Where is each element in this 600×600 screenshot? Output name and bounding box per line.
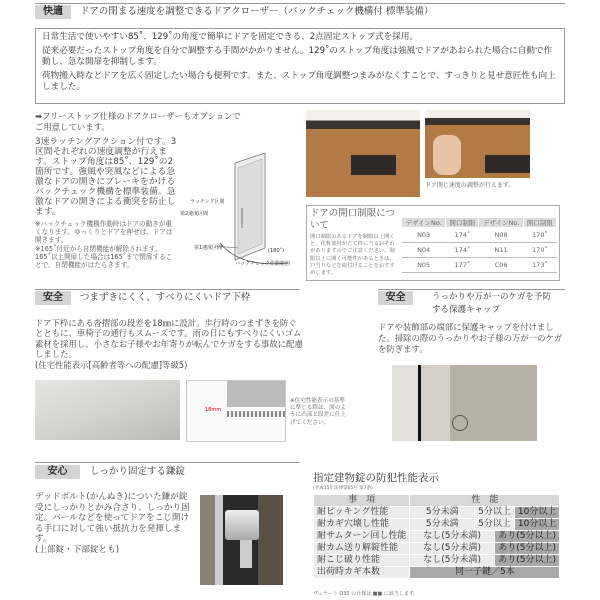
closer-notes: [35, 220, 177, 269]
cell: 177˚: [446, 258, 479, 273]
diagram-label: 第2速度区間: [180, 211, 209, 217]
opening-limit-table: [401, 217, 557, 273]
hook-lock-photo: [200, 495, 283, 585]
cell: N11: [479, 243, 523, 258]
security-performance-table: [313, 494, 560, 579]
divider: [35, 462, 300, 463]
note: ※165˚付近から自閉機能が解除されます。165˚以上開扉した場合は165˚まで閉扉することで、自閉機能がはたらきます。: [35, 244, 173, 270]
diagram-label: (180˚): [268, 248, 284, 254]
perf-title: 指定建物錠の防犯性能表示: [313, 472, 439, 484]
cell: 耐ピッキング性能: [314, 507, 410, 519]
closer-description: 3速ラッチングアクション付です。3区間それぞれの速度調整が行えます。ストップ角度は85˚、129˚の2箇所です。強風や突風などによる急激なドアの開きにブレーキをかけるバックチェック機構を標準装備。急激なドアの開きによる衝突を防止します。: [35, 137, 177, 217]
divider: [378, 289, 565, 290]
cell: あり(5分以上): [494, 531, 559, 543]
safety-title: つまずきにくく、すべりにくいドア下枠: [80, 292, 251, 303]
cell: 耐カム送り解錠性能: [314, 543, 410, 555]
security-title: しっかり固定する鎌錠: [90, 466, 186, 477]
cell: 5分以上: [475, 519, 515, 531]
cell: N03: [402, 228, 446, 243]
diagram-label: ラッチング区間: [190, 199, 225, 205]
cell: 耐こじ破り性能: [314, 555, 410, 567]
door-sill-photo: [35, 380, 180, 440]
table-row: [314, 507, 560, 519]
diagram-label: バックチェック作動範囲: [235, 261, 290, 267]
security-tag: 安心: [35, 465, 80, 479]
opening-limit-box: [306, 205, 560, 281]
comfort-title: ドアの閉まる速度を調整できるドアクローザー（バックチェック機構付 標準装備）: [80, 6, 434, 17]
sill-description: ドア下枠にある沓摺部の段差を18㎜に設計。歩行時のつまずきを防ぐとともに、車椅子の通行もスムーズです。雨の日にもすべりにくいゴム素材を採用し、小さなお子様やお年寄りが転んでケガをする事故に配慮しました。: [35, 318, 303, 360]
feature-text: 従来必要だったストップ角度を自分で調整する手間がかかりません。129˚のストップ角度は強風でドアがあおられた場合に自動で作動し、急な開扉を抑制します。: [42, 46, 553, 67]
cell: 10分以上: [514, 507, 559, 519]
perf-footnote: ヴェナート D30 の仕様は ■■ に該当します。: [313, 591, 419, 597]
sill-text-column: [35, 318, 303, 370]
cell: 耐サムターン回し性能: [314, 531, 410, 543]
sill-note: ※住宅性能表示の基準に準じる際は、図のように凸部と段差に仕上げてください。: [290, 398, 346, 426]
divider: [35, 289, 300, 290]
dimension-label: 18mm: [205, 407, 222, 413]
door-swing-diagram: [180, 148, 300, 268]
cell: 170˚: [523, 228, 556, 243]
cell: 5分以上: [475, 507, 515, 519]
table-row: [314, 543, 560, 555]
cell: 5分未満: [410, 519, 475, 531]
comfort-feature-box: [35, 28, 565, 104]
cell: なし(5分未満): [410, 531, 495, 543]
col-header: デザインNo.: [402, 218, 446, 228]
sill-section-diagram: [186, 380, 286, 442]
safety-tag: 安全: [378, 291, 413, 305]
table-row: [402, 258, 557, 273]
comfort-tag: 快適: [35, 5, 71, 19]
option-note: ➡フリーストップ仕様のドアクローザーもオプションで ご用意しています。: [35, 111, 250, 132]
opening-limit-text-column: [310, 208, 398, 277]
cell: 174˚: [446, 228, 479, 243]
door-closer-adjust-photo: [425, 110, 530, 178]
cell: 出荷時カギ本数: [314, 567, 410, 579]
opening-limit-title: ドアの開口制限について: [310, 208, 396, 231]
col-header: 事 項: [314, 495, 410, 507]
table-row: [314, 567, 560, 579]
sill-grade: (住宅性能表示[高齢者等への配慮]等級5): [35, 359, 188, 370]
opening-limit-text: 開口制限のあるドアを制限以上開くと、化粧部材がたて枠に当るおそれがありますのでご注意ください。制限以上に開く可能性があるときは、戸当りなどを取付けることをおすすめします。: [310, 234, 395, 277]
lock-description: デッドボルト(かんぬき)についた鎌が錠受にしっかりとかみ合さり、しっかり固定。バールなどを使ってドアをこじ開ける手口に対して強い抵抗力を発揮します。: [35, 492, 190, 545]
cell: あり(5分以上): [494, 555, 559, 567]
note: ※バックチェック機構作動時はドアの動きが重くなります。ゆっくりとドアを押せば、ドアは開きます。: [35, 220, 173, 245]
divider: [35, 3, 565, 4]
col-header: 開口制限: [446, 218, 479, 228]
col-header: デザインNo.: [479, 218, 523, 228]
diagram-label: 第1速度区間: [194, 245, 223, 251]
safety-title: うっかりや万が一のケガを予防する保護キャップ: [432, 292, 551, 315]
lock-text-column: [35, 492, 193, 556]
cell: N04: [402, 243, 446, 258]
door-closer-photo: [306, 110, 420, 197]
table-row: [314, 531, 560, 543]
cell: 同一子鍵／5本: [410, 567, 560, 579]
cell: C06: [479, 258, 523, 273]
perf-subtitle: (平成15年法律第65号 第7条): [313, 486, 373, 491]
safety-tag: 安全: [35, 291, 71, 305]
photo-caption: ドア閉じ速度の調整が行えます。: [425, 182, 515, 189]
cell: 耐カギ穴壊し性能: [314, 519, 410, 531]
cell: あり(5分以上): [494, 543, 559, 555]
feature-text: 荷物搬入時などドアを広く固定したい場合も便利です。また、ストップ角度調整つまみがなくすことで、すっきりと見せ意匠性も向上しました。: [42, 71, 556, 92]
cell: 5分未満: [410, 507, 475, 519]
table-row: [314, 519, 560, 531]
protective-cap-photo: [392, 365, 537, 441]
cell: なし(5分未満): [410, 555, 495, 567]
table-row: [402, 243, 557, 258]
cell: 170˚: [523, 243, 556, 258]
table-row: [402, 228, 557, 243]
cell: なし(5分未満): [410, 543, 495, 555]
closer-text-column: [35, 137, 177, 269]
cell: 174˚: [446, 243, 479, 258]
cell: N05: [402, 258, 446, 273]
col-header: 開口制限: [523, 218, 556, 228]
lock-sub: (上部錠・下部錠とも): [35, 544, 120, 555]
cell: 173˚: [523, 258, 556, 273]
feature-text: 日常生活で使いやすい85˚、129˚の角度で簡単にドアを固定できる、2点固定ストップ式を採用。: [42, 32, 419, 42]
cap-description: ドアや装飾部の端部に保護キャップを付けました。掃除の際のうっかりやお子様の万が一のケガを防ぎます。: [378, 322, 563, 354]
col-header: 性 能: [410, 495, 560, 507]
table-row: [314, 555, 560, 567]
cell: 10分以上: [514, 519, 559, 531]
cell: N08: [479, 228, 523, 243]
